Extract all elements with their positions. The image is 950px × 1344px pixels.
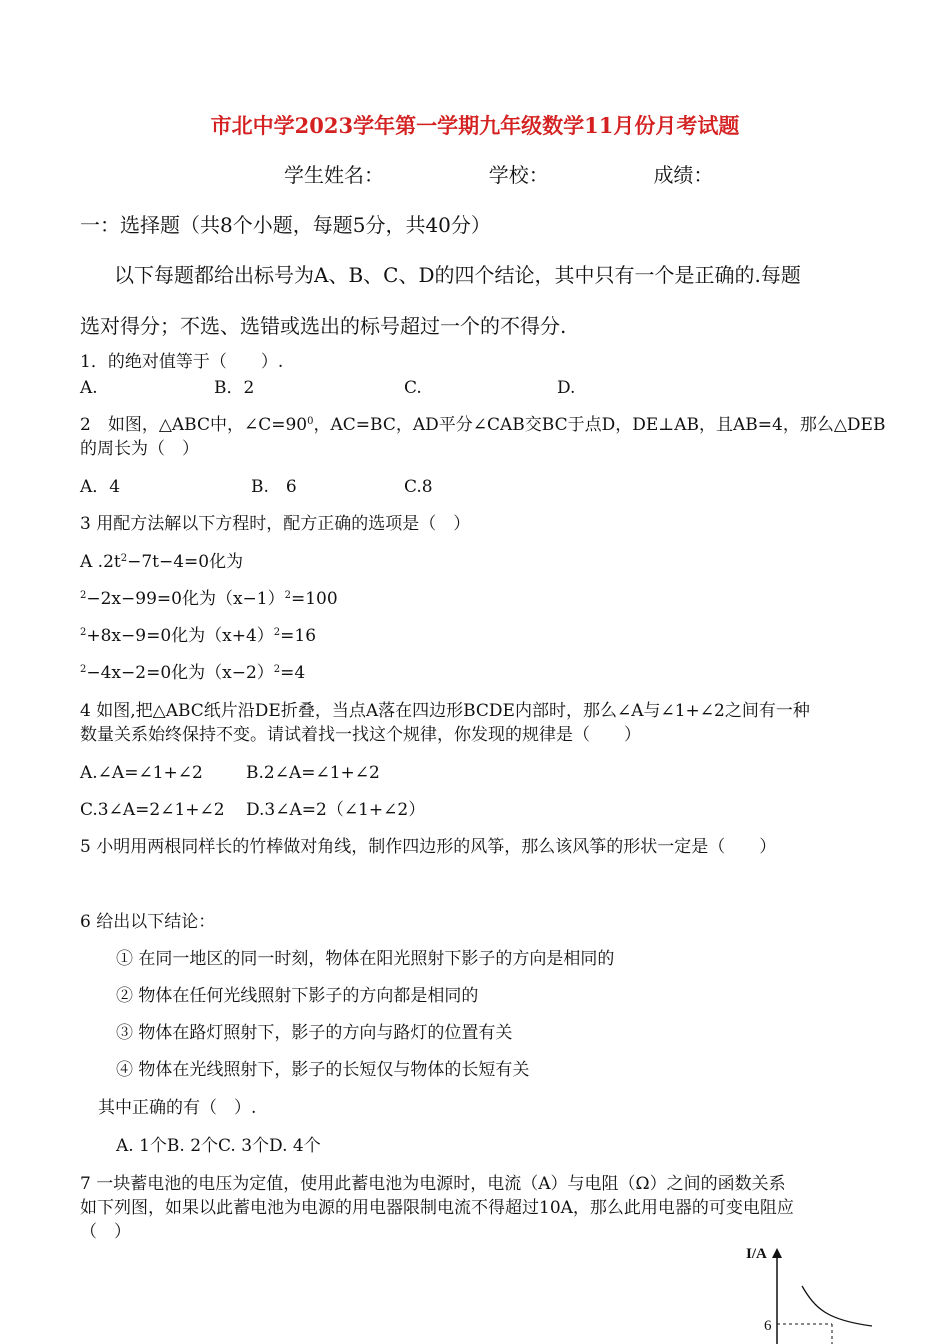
graph-y-tick-label: 6	[764, 1318, 772, 1334]
q4-stem-line2: 数量关系始终保持不变。请试着找一找这个规律，你发现的规律是（ ）	[80, 725, 641, 745]
q6-question: 其中正确的有（ ）.	[98, 1098, 257, 1118]
page-title: 市北中学2023学年第一学期九年级数学11月份月考试题	[210, 113, 740, 138]
q2-options	[80, 476, 433, 498]
q3-b-part1: −2x−99=0化为（x−1）	[86, 589, 285, 609]
q2-stem-part1: 2 如图，△ABC中，∠C=90	[80, 415, 308, 435]
q4-option-c: C.3∠A=2∠1+∠2	[80, 800, 225, 820]
q4-options-row2	[80, 799, 425, 821]
q3-a-part1: A .2t	[80, 552, 121, 572]
info-row	[284, 162, 713, 188]
q6-item-1: ① 在同一地区的同一时刻，物体在阳光照射下影子的方向是相同的	[116, 949, 615, 969]
q7-stem-line1: 7 一块蓄电池的电压为定值，使用此蓄电池为电源时，电流（A）与电阻（Ω）之间的函数关系	[80, 1174, 786, 1194]
q1-option-a: A.	[80, 378, 98, 398]
q3-c-sup2: 2	[273, 627, 281, 638]
q4-option-a: A.∠A=∠1+∠2	[80, 763, 203, 783]
q4-stem-line1: 4 如图,把△ABC纸片沿DE折叠，当点A落在四边形BCDE内部时，那么∠A与∠1+∠2之间有一种	[80, 701, 810, 721]
q4-option-d: D.3∠A=2（∠1+∠2）	[246, 800, 426, 820]
q3-stem: 3 用配方法解以下方程时，配方正确的选项是（ ）	[80, 514, 471, 534]
q3-option-d	[80, 662, 305, 684]
q1-option-b: B．2	[214, 378, 255, 398]
school-label: 学校：	[488, 163, 549, 187]
q3-option-a	[80, 551, 243, 573]
q5-stem: 5 小明用两根同样长的竹棒做对角线，制作四边形的风筝，那么该风筝的形状一定是（ ）	[80, 837, 777, 857]
q2-option-a: A．4	[80, 477, 121, 497]
q3-b-sup1: 2	[80, 590, 87, 601]
q3-c-sup1: 2	[80, 627, 87, 638]
q2-option-c: C.8	[404, 477, 433, 497]
student-name-label: 学生姓名：	[284, 163, 384, 187]
q3-option-c	[80, 625, 316, 647]
current-resistance-graph	[740, 1238, 890, 1344]
q6-item-3: ③ 物体在路灯照射下，影子的方向与路灯的位置有关	[116, 1023, 513, 1043]
q1-options	[80, 377, 575, 399]
q7-stem-line3: （ ）	[80, 1222, 131, 1242]
q6-options: A. 1个B. 2个C. 3个D. 4个	[116, 1136, 321, 1156]
graph-y-arrow-icon	[772, 1248, 782, 1258]
q1-option-c: C.	[404, 378, 422, 398]
q6-item-2: ② 物体在任何光线照射下影子的方向都是相同的	[116, 986, 479, 1006]
section-intro-line1: 以下每题都给出标号为A、B、C、D的四个结论，其中只有一个是正确的.每题	[114, 263, 801, 287]
q3-option-b	[80, 588, 338, 610]
q2-stem-line2: 的周长为（ ）	[80, 439, 199, 459]
q3-c-part1: +8x−9=0化为（x+4）	[86, 626, 274, 646]
graph-y-axis-label: I/A	[746, 1246, 767, 1262]
q4-options-row1	[80, 762, 380, 784]
q3-d-sup1: 2	[80, 664, 87, 675]
q7-stem-line2: 如下列图，如果以此蓄电池为电源的用电器限制电流不得超过10A，那么此用电器的可变电阻应	[80, 1198, 794, 1218]
q1-option-d: D.	[557, 378, 576, 398]
q2-stem-line1	[80, 414, 885, 436]
q1-stem: 1．的绝对值等于（ ）.	[80, 352, 284, 372]
score-label: 成绩：	[653, 163, 714, 187]
q3-b-sup2: 2	[284, 590, 291, 601]
q6-stem: 6 给出以下结论：	[80, 912, 216, 932]
q3-a-sup: 2	[120, 553, 128, 564]
degree-superscript: 0	[307, 416, 314, 427]
q3-d-part2: =4	[280, 663, 306, 683]
q3-d-part1: −4x−2=0化为（x−2）	[86, 663, 274, 683]
q3-c-part2: =16	[280, 626, 317, 646]
q3-b-part2: =100	[290, 589, 338, 609]
q2-option-b: B. 6	[251, 477, 297, 497]
q6-item-4: ④ 物体在光线照射下，影子的长短仅与物体的长短有关	[116, 1060, 530, 1080]
q3-d-sup2: 2	[273, 664, 281, 675]
section-heading: 一：选择题（共8个小题，每题5分，共40分）	[80, 213, 491, 237]
graph-curve	[802, 1286, 872, 1326]
section-intro-line2: 选对得分；不选、选错或选出的标号超过一个的不得分.	[80, 314, 567, 338]
q3-a-part2: −7t−4=0化为	[127, 552, 244, 572]
q2-stem-part2: ，AC=BC，AD平分∠CAB交BC于点D，DE⊥AB，且AB=4，那么△DEB	[313, 415, 886, 435]
q4-option-b: B.2∠A=∠1+∠2	[246, 763, 380, 783]
